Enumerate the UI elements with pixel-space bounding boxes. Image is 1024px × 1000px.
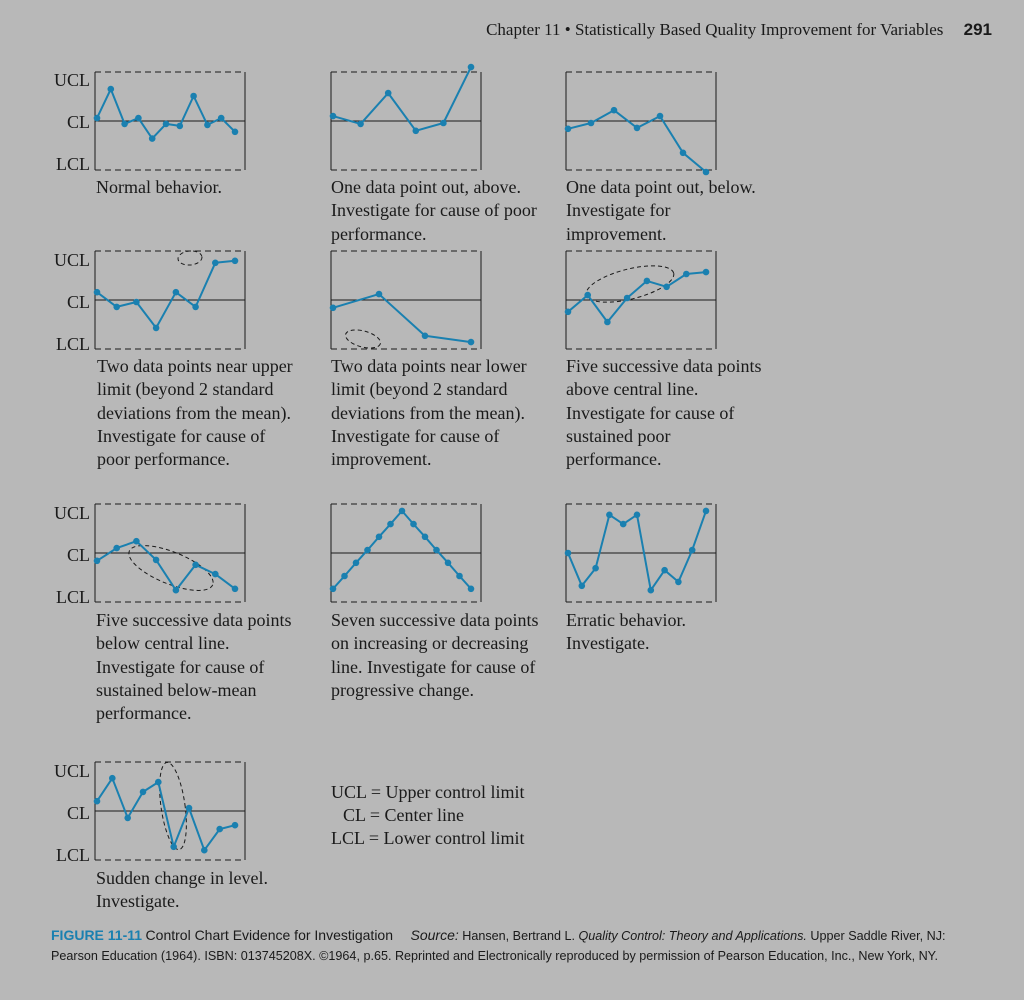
data-point xyxy=(113,545,120,552)
data-point xyxy=(201,847,208,854)
cl-label-row2: CL xyxy=(66,292,90,312)
lcl-label-row1: LCL xyxy=(56,154,90,174)
data-point xyxy=(124,815,131,822)
control-chart-five-below xyxy=(95,502,245,606)
data-point xyxy=(376,534,383,541)
data-point xyxy=(192,562,199,569)
chart-caption: Sudden change in level. Investigate. xyxy=(96,868,268,912)
data-point xyxy=(135,115,142,122)
cl-label-row4: CL xyxy=(66,803,90,823)
data-point xyxy=(703,508,710,515)
data-point xyxy=(133,538,140,545)
data-point xyxy=(218,115,225,122)
data-point xyxy=(94,115,101,122)
source-label: Source: xyxy=(410,927,459,943)
ucl-label-row2: UCL xyxy=(54,250,90,270)
control-chart-near-upper xyxy=(95,249,245,353)
series-line xyxy=(333,294,471,342)
control-chart-sudden-change xyxy=(95,760,245,864)
data-point xyxy=(606,512,613,519)
data-point xyxy=(190,93,197,100)
data-point xyxy=(216,826,223,833)
source-book-title: Quality Control: Theory and Applications. xyxy=(578,929,807,943)
control-chart-five-above xyxy=(566,249,716,353)
ucl-label-row4: UCL xyxy=(54,761,90,781)
data-point xyxy=(94,558,101,565)
data-point xyxy=(330,586,337,593)
data-point xyxy=(364,547,371,554)
data-point xyxy=(153,325,160,332)
data-point xyxy=(663,284,670,291)
series-line xyxy=(568,511,706,590)
data-point xyxy=(121,121,128,128)
chart-caption: One data point out, below. Investigate for improvement. xyxy=(566,177,756,244)
control-chart-point-below xyxy=(566,70,716,174)
data-point xyxy=(648,587,655,594)
cl-label-row1: CL xyxy=(66,112,90,132)
data-point xyxy=(433,547,440,554)
chart-caption: Seven successive data points on increasing or decreasing line. Investigate for cause of progressive change. xyxy=(331,610,539,700)
data-point xyxy=(584,292,591,299)
source-publisher: Upper Saddle River, NJ: Pearson Education (1964). ISBN: 013745208X. ©1964, p.65. Reprinted and Electronically reproduced by permission of Pearson Education, Inc., New York, NY. xyxy=(51,929,946,963)
chart-caption: Normal behavior. xyxy=(96,177,222,197)
data-point xyxy=(422,333,429,340)
data-point xyxy=(204,122,211,129)
data-point xyxy=(94,289,101,296)
data-point xyxy=(155,779,162,786)
data-point xyxy=(212,260,219,267)
data-point xyxy=(177,123,184,130)
data-point xyxy=(592,565,599,572)
series-line xyxy=(97,261,235,328)
legend-lcl: LCL = Lower control limit xyxy=(331,828,525,848)
control-chart-erratic xyxy=(566,502,716,606)
data-point xyxy=(680,150,687,157)
chart-caption: Two data points near lower limit (beyond 2 standard deviations from the mean). Investigate for cause of improvement. xyxy=(331,356,527,470)
data-point xyxy=(385,90,392,97)
source-author: Hansen, Bertrand L. xyxy=(462,929,575,943)
data-point xyxy=(399,508,406,515)
data-point xyxy=(579,583,586,590)
data-point xyxy=(232,586,239,593)
page-number: 291 xyxy=(963,20,992,39)
data-point xyxy=(683,271,690,278)
data-point xyxy=(232,129,239,136)
data-point xyxy=(445,560,452,567)
cl-label-row3: CL xyxy=(66,545,90,565)
series-line xyxy=(333,511,471,589)
data-point xyxy=(657,113,664,120)
data-point xyxy=(703,269,710,276)
chart-caption: Two data points near upper limit (beyond 2 standard deviations from the mean). Investigate for cause of poor performance. xyxy=(97,356,293,470)
lcl-label-row3: LCL xyxy=(56,587,90,607)
data-point xyxy=(133,299,140,306)
data-point xyxy=(192,304,199,311)
data-point xyxy=(620,521,627,528)
ucl-label-row1: UCL xyxy=(54,70,90,90)
data-point xyxy=(634,512,641,519)
data-point xyxy=(232,258,239,265)
running-title: Chapter 11 • Statistically Based Quality Improvement for Variables xyxy=(486,20,944,39)
control-chart-trend xyxy=(331,502,481,606)
data-point xyxy=(565,550,572,557)
data-point xyxy=(357,121,364,128)
data-point xyxy=(170,844,177,851)
data-point xyxy=(376,291,383,298)
series-line xyxy=(97,89,235,139)
chart-caption: One data point out, above. Investigate for cause of poor performance. xyxy=(331,177,537,244)
series-line xyxy=(97,778,235,850)
chart-caption: Five successive data points below central line. Investigate for cause of sustained below-mean performance. xyxy=(96,610,292,724)
chart-caption: Five successive data points above central line. Investigate for cause of sustained poor performance. xyxy=(566,356,762,470)
data-point xyxy=(140,789,147,796)
data-point xyxy=(163,121,170,128)
lcl-label-row4: LCL xyxy=(56,845,90,865)
ucl-label-row3: UCL xyxy=(54,503,90,523)
control-chart-normal xyxy=(95,70,245,174)
control-chart-point-above xyxy=(331,70,481,174)
data-point xyxy=(94,798,101,805)
data-point xyxy=(341,573,348,580)
data-point xyxy=(661,567,668,574)
data-point xyxy=(212,571,219,578)
data-point xyxy=(565,126,572,133)
data-point xyxy=(108,86,115,93)
highlight-ellipse xyxy=(344,327,383,352)
data-point xyxy=(149,135,156,142)
data-point xyxy=(468,339,475,346)
data-point xyxy=(703,169,710,176)
data-point xyxy=(689,547,696,554)
figure-caption xyxy=(51,926,981,966)
data-point xyxy=(440,120,447,127)
chart-caption: Erratic behavior. Investigate. xyxy=(566,610,686,654)
data-point xyxy=(109,775,116,782)
legend-cl: CL = Center line xyxy=(343,805,464,825)
highlight-ellipse xyxy=(155,761,191,851)
data-point xyxy=(232,822,239,829)
data-point xyxy=(468,64,475,71)
data-point xyxy=(330,113,337,120)
data-point xyxy=(456,573,463,580)
data-point xyxy=(675,579,682,586)
data-point xyxy=(387,521,394,528)
data-point xyxy=(410,521,417,528)
control-chart-near-lower xyxy=(331,249,481,353)
data-point xyxy=(113,304,120,311)
running-header xyxy=(486,20,992,40)
data-point xyxy=(413,128,420,135)
data-point xyxy=(173,289,180,296)
data-point xyxy=(186,805,193,812)
data-point xyxy=(153,557,160,564)
data-point xyxy=(634,125,641,132)
data-point xyxy=(330,305,337,312)
legend-ucl: UCL = Upper control limit xyxy=(331,782,525,802)
data-point xyxy=(422,534,429,541)
data-point xyxy=(565,309,572,316)
data-point xyxy=(353,560,360,567)
lcl-label-row2: LCL xyxy=(56,334,90,354)
data-point xyxy=(611,107,618,114)
data-point xyxy=(588,120,595,127)
highlight-ellipse xyxy=(177,250,202,266)
data-point xyxy=(173,587,180,594)
data-point xyxy=(644,278,651,285)
data-point xyxy=(468,586,475,593)
data-point xyxy=(624,295,631,302)
series-line xyxy=(568,110,706,172)
figure-number: FIGURE 11-11 xyxy=(51,927,143,943)
figure-title: Control Chart Evidence for Investigation xyxy=(145,927,394,943)
data-point xyxy=(604,319,611,326)
highlight-ellipse xyxy=(583,259,678,310)
